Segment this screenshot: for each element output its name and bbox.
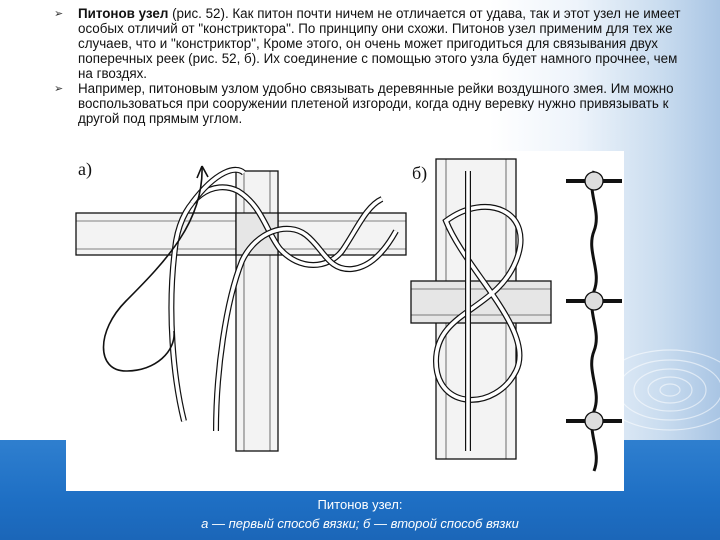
figure-caption-description: а — первый способ вязки; б — второй способ вязки	[201, 516, 519, 531]
knot-drawing	[66, 151, 624, 491]
bullet-item	[54, 6, 694, 81]
bullet-text: (рис. 52). Как питон почти ничем не отличается от удава, так и этот узел не имеет особых отличий от "констриктора". По принципу они схожи. Питонов узел применим для тех же случаев, что и "констриктор", Кроме этого, он очень может пригодиться для связывания двух поперечных реек (рис. 52, б). Их соединение с помощью этого узла будет намного прочнее, чем на гвоздях.	[78, 6, 681, 81]
figure-label-a: а)	[78, 159, 92, 179]
figure-label-b: б)	[412, 163, 428, 183]
bullet-title: Питонов узел	[78, 6, 169, 21]
bullet-text: Например, питоновым узлом удобно связывать деревянные рейки воздушного змея. Им можно воспользоваться при сооружении плетеной изгороди, когда одну веревку нужно привязывать к другой под прямым углом.	[78, 81, 674, 126]
bullet-item	[54, 81, 694, 126]
knot-illustration	[66, 151, 624, 491]
figure-caption-title: Питонов узел:	[317, 497, 403, 512]
arrow-bullet-icon: ➢	[54, 83, 64, 95]
arrow-bullet-icon: ➢	[54, 8, 64, 20]
bullet-list	[54, 6, 694, 126]
